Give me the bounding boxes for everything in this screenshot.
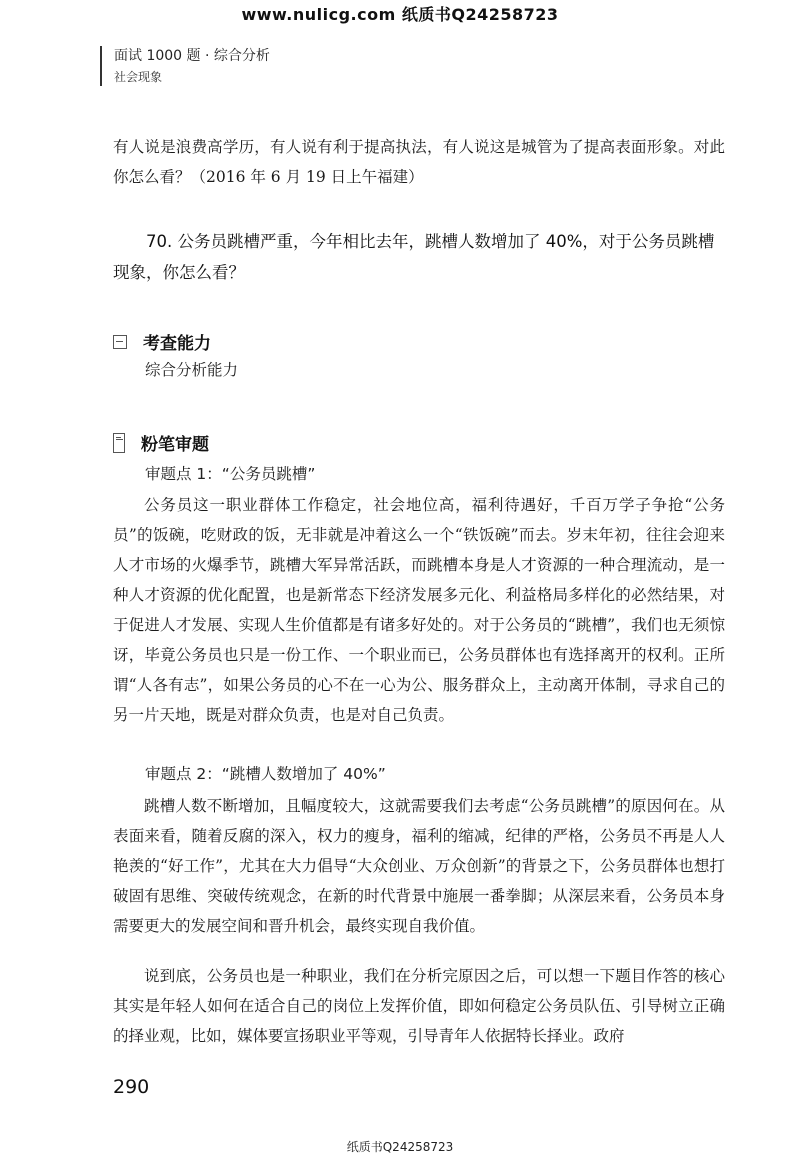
point1-text: 公务员这一职业群体工作稳定，社会地位高，福利待遇好，千百万学子争抢“公务员”的饭碗，吃财政的饭，无非就是冲着这么一个“铁饭碗”而去。岁末年初，往往会迎来人才市场的火爆季节，跳槽大军异常活跃，而跳槽本身是人才资源的一种合理流动，是一种人才资源的优化配置，也是新常态下经济发展多元化、利益格局多样化的必然结果，对于促进人才发展、实现人生价值都是有诸多好处的。对于公务员的“跳槽”，我们也无须惊讶，毕竟公务员也只是一份工作、一个职业而已，公务员群体也有选择离开的权利。正所谓“人各有志”，如果公务员的心不在一心为公、服务群众上，主动离开体制，寻求自己的另一片天地，既是对群众负责，也是对自己负责。	[113, 496, 725, 724]
ability-text: 综合分析能力	[145, 361, 239, 379]
question-70: 70. 公务员跳槽严重，今年相比去年，跳槽人数增加了 40%，对于公务员跳槽现象，你怎么看？	[113, 232, 715, 282]
document-icon	[113, 433, 125, 453]
chapter-title: 社会现象	[114, 70, 163, 84]
analysis-heading-label: 粉笔审题	[141, 435, 209, 455]
book-title: 面试 1000 题 · 综合分析	[114, 48, 270, 64]
ability-heading	[113, 329, 211, 354]
point2-body	[113, 791, 725, 941]
watermark-bottom: 纸质书Q24258723	[346, 1140, 454, 1154]
ability-heading-label: 考查能力	[143, 334, 211, 354]
point1-label: 审题点 1：“公务员跳槽”	[145, 465, 316, 483]
point2-text: 跳槽人数不断增加，且幅度较大，这就需要我们去考虑“公务员跳槽”的原因何在。从表面来看，随着反腐的深入，权力的瘦身，福利的缩减，纪律的严格，公务员不再是人人艳羡的“好工作”，尤其在大力倡导“大众创业、万众创新”的背景之下，公务员群体也想打破固有思维、突破传统观念，在新的时代背景中施展一番拳脚；从深层来看，公务员本身需要更大的发展空间和晋升机会，最终实现自我价值。	[113, 797, 725, 935]
analysis-heading	[113, 430, 209, 455]
point2-label: 审题点 2：“跳槽人数增加了 40%”	[145, 765, 386, 783]
conclusion-body	[113, 961, 725, 1051]
prev-question-tail	[113, 132, 725, 192]
point1-body	[113, 490, 725, 730]
square-bullet-icon	[113, 335, 127, 349]
conclusion-text: 说到底，公务员也是一种职业，我们在分析完原因之后，可以想一下题目作答的核心其实是年轻人如何在适合自己的岗位上发挥价值，即如何稳定公务员队伍、引导树立正确的择业观，比如，媒体要宣扬职业平等观，引导青年人依据特长择业。政府	[113, 967, 725, 1045]
page-number: 290	[113, 1076, 150, 1098]
watermark-top: www.nulicg.com 纸质书Q24258723	[241, 5, 559, 24]
running-head	[100, 46, 270, 86]
prev-question-text: 有人说是浪费高学历，有人说有利于提高执法，有人说这是城管为了提高表面形象。对此你怎么看？（2016 年 6 月 19 日上午福建）	[113, 138, 725, 186]
